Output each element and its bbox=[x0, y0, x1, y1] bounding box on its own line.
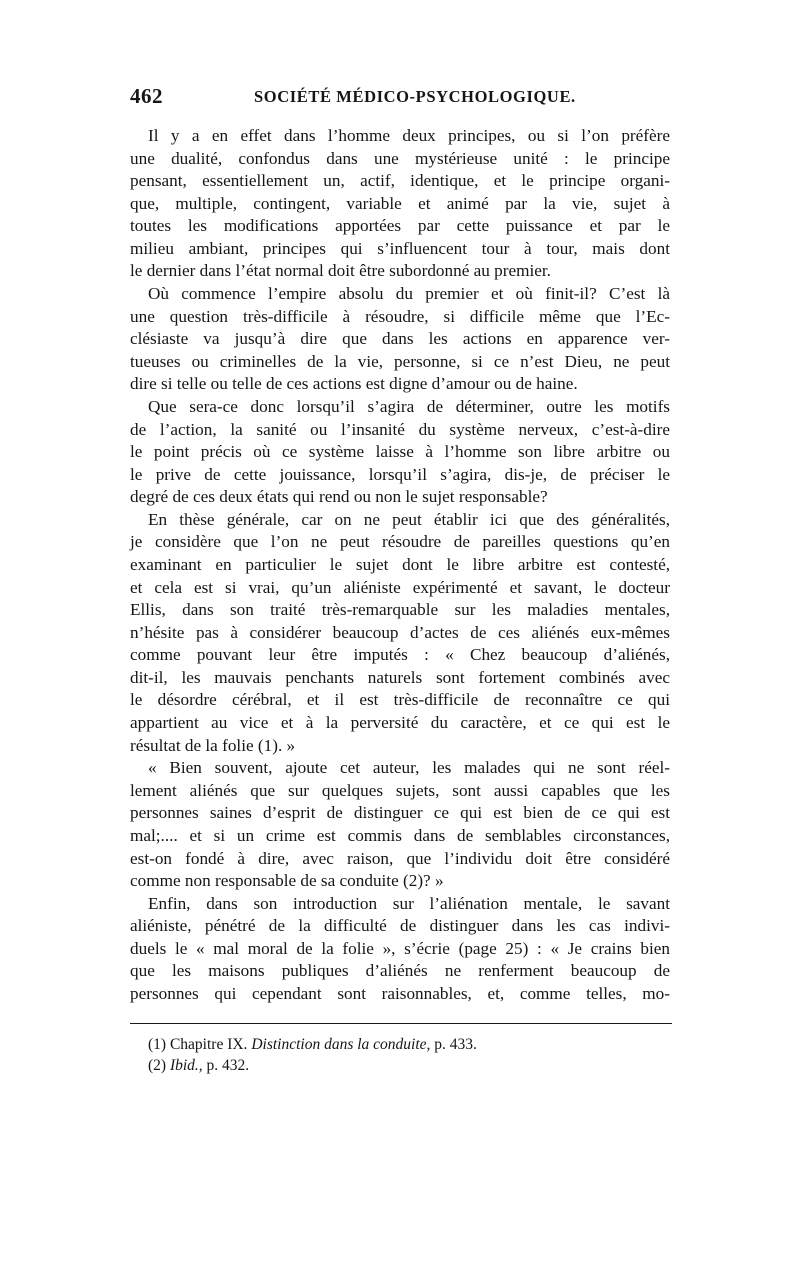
text-line: examinant en particulier le sujet dont le libre arbitre est contesté, bbox=[130, 554, 670, 574]
footnote-title: Ibid., bbox=[169, 1057, 203, 1074]
text-line: je considère que l’on ne peut résoudre de pareilles questions qu’en bbox=[130, 532, 670, 552]
footnote-marker: (1) bbox=[148, 1036, 167, 1053]
text-line: que les maisons publiques d’aliénés ne renferment beaucoup de bbox=[130, 961, 670, 981]
text-line: personnes qui cependant sont raisonnables, et, comme telles, mo- bbox=[130, 983, 670, 1003]
text-line: une question très-difficile à résoudre, si difficile même que l’Ec- bbox=[130, 306, 670, 326]
footnotes bbox=[148, 1034, 670, 1076]
text-line: clésiaste va jusqu’à dire que dans les actions en apparence ver- bbox=[130, 329, 670, 349]
text-line: le désordre cérébral, et il est très-difficile de reconnaître ce qui bbox=[130, 690, 670, 710]
page-number: 462 bbox=[130, 84, 163, 108]
text-line: résultat de la folie (1). » bbox=[130, 735, 296, 755]
running-title: SOCIÉTÉ MÉDICO-PSYCHOLOGIQUE. bbox=[254, 87, 576, 106]
footnote bbox=[148, 1034, 670, 1055]
text-line: dit-il, les mauvais penchants naturels sont fortement combinés avec bbox=[130, 667, 670, 687]
text-line: et cela est si vrai, qu’un aliéniste expérimenté et savant, le docteur bbox=[130, 577, 670, 597]
footnote bbox=[148, 1055, 670, 1076]
text-line: le point précis où ce système laisse à l’homme son libre arbitre ou bbox=[130, 442, 670, 462]
text-line: n’hésite pas à considérer beaucoup d’actes de ces aliénés eux-mêmes bbox=[130, 622, 670, 642]
text-line: milieu ambiant, principes qui s’influencent tour à tour, mais dont bbox=[130, 238, 670, 258]
text-line: lement aliénés que sur quelques sujets, sont aussi capables que les bbox=[130, 780, 670, 800]
text-line: « Bien souvent, ajoute cet auteur, les malades qui ne sont réel- bbox=[148, 758, 670, 778]
footnote-rule bbox=[130, 1023, 672, 1024]
text-line: Il y a en effet dans l’homme deux principes, ou si l’on préfère bbox=[148, 126, 670, 145]
body-text bbox=[130, 125, 670, 1006]
text-line: personnes saines d’esprit de distinguer ce qui est bien de ce qui est bbox=[130, 803, 670, 823]
text-line: comme pouvant leur être imputés : « Chez beaucoup d’aliénés, bbox=[130, 645, 670, 665]
text-line: que, multiple, contingent, variable et animé par la vie, sujet à bbox=[130, 193, 670, 213]
text-line: le dernier dans l’état normal doit être subordonné au premier. bbox=[130, 261, 551, 281]
text-line: duels le « mal moral de la folie », s’écrie (page 25) : « Je crains bien bbox=[130, 938, 670, 958]
text-line: tueuses ou criminelles de la vie, personne, si ce n’est Dieu, ne peut bbox=[130, 351, 670, 371]
footnote-page: p. 433. bbox=[434, 1036, 477, 1053]
text-line: est-on fondé à dire, avec raison, que l’individu doit être considéré bbox=[130, 848, 670, 868]
text-line: aliéniste, pénétré de la difficulté de distinguer dans les cas indivi- bbox=[130, 916, 670, 936]
text-line: En thèse générale, car on ne peut établir ici que des généralités, bbox=[148, 509, 670, 529]
page-header bbox=[130, 84, 670, 114]
footnote-text: Chapitre IX. bbox=[169, 1036, 248, 1053]
text-line: une dualité, confondus dans une mystérieuse unité : le principe bbox=[130, 148, 670, 168]
text-line: degré de ces deux états qui rend ou non le sujet responsable? bbox=[130, 487, 548, 507]
text-line: Que sera-ce donc lorsqu’il s’agira de déterminer, outre les motifs bbox=[148, 396, 670, 416]
text-line: dire si telle ou telle de ces actions est digne d’amour ou de haine. bbox=[130, 374, 578, 394]
text-line: pensant, essentiellement un, actif, identique, et le principe organi- bbox=[130, 171, 670, 191]
text-line: Où commence l’empire absolu du premier et où finit-il? C’est là bbox=[148, 284, 670, 304]
text-line: de l’action, la sanité ou l’insanité du système nerveux, c’est-à-dire bbox=[130, 419, 670, 439]
text-line: appartient au vice et à la perversité du caractère, et ce qui est le bbox=[130, 713, 670, 733]
text-line: mal;.... et si un crime est commis dans de semblables circonstances, bbox=[130, 825, 670, 845]
text-line: comme non responsable de sa conduite (2)? » bbox=[130, 871, 444, 891]
footnote-title: Distinction dans la conduite, bbox=[251, 1036, 431, 1053]
text-line: le prive de cette jouissance, lorsqu’il s’agira, dis-je, de préciser le bbox=[130, 464, 670, 484]
footnote-marker: (2) bbox=[148, 1057, 167, 1074]
text-line: Ellis, dans son traité très-remarquable sur les maladies mentales, bbox=[130, 600, 670, 620]
text-line: toutes les modifications apportées par cette puissance et par le bbox=[130, 216, 670, 236]
text-line: Enfin, dans son introduction sur l’aliénation mentale, le savant bbox=[148, 893, 670, 913]
footnote-page: p. 432. bbox=[206, 1057, 250, 1074]
